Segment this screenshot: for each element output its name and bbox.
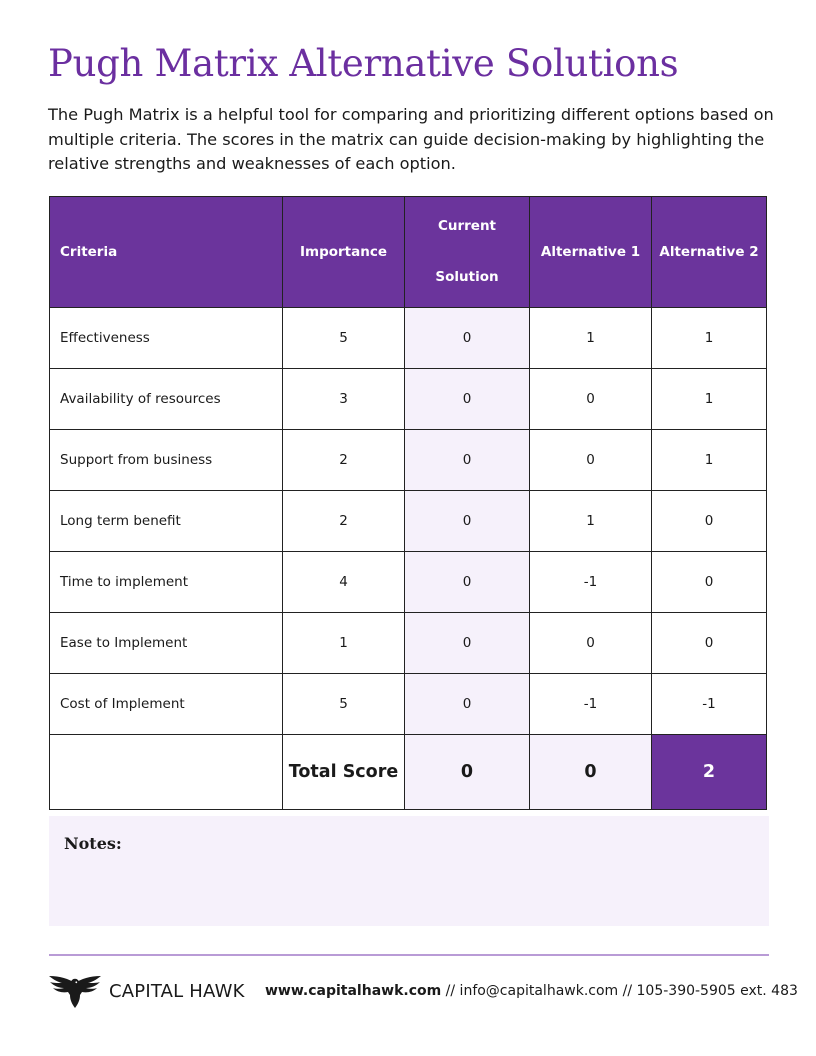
row-criteria: Time to implement <box>50 552 283 613</box>
row-criteria: Support from business <box>50 430 283 491</box>
table-row <box>50 369 767 430</box>
header-criteria: Criteria <box>50 197 283 308</box>
row-current: 0 <box>405 369 530 430</box>
header-current-solution <box>405 197 530 308</box>
header-alternative-1: Alternative 1 <box>530 197 652 308</box>
row-importance: 5 <box>283 674 405 735</box>
row-current: 0 <box>405 491 530 552</box>
row-criteria: Effectiveness <box>50 308 283 369</box>
table-row <box>50 552 767 613</box>
table-row <box>50 430 767 491</box>
row-criteria: Availability of resources <box>50 369 283 430</box>
row-alt1: -1 <box>530 552 652 613</box>
row-current: 0 <box>405 308 530 369</box>
row-alt2: -1 <box>652 674 767 735</box>
website-link[interactable]: www.capitalhawk.com <box>265 983 442 999</box>
row-alt1: 0 <box>530 430 652 491</box>
row-importance: 2 <box>283 430 405 491</box>
header-current-line1: Current <box>437 218 497 234</box>
total-current: 0 <box>405 735 530 810</box>
row-alt1: -1 <box>530 674 652 735</box>
page-title: Pugh Matrix Alternative Solutions <box>48 42 679 85</box>
row-criteria: Cost of Implement <box>50 674 283 735</box>
total-alt2: 2 <box>652 735 767 810</box>
header-alternative-2: Alternative 2 <box>652 197 767 308</box>
table-header-row <box>50 197 767 308</box>
row-importance: 3 <box>283 369 405 430</box>
total-alt1: 0 <box>530 735 652 810</box>
row-alt2: 0 <box>652 491 767 552</box>
notes-box <box>49 816 769 926</box>
row-alt2: 1 <box>652 430 767 491</box>
hawk-icon <box>48 973 102 1009</box>
row-criteria: Long term benefit <box>50 491 283 552</box>
intro-paragraph: The Pugh Matrix is a helpful tool for comparing and prioritizing different options based on multiple criteria. The scores in the matrix can guide decision-making by highlighting the relative strengths and weaknesses of each option. <box>48 105 774 173</box>
footer-divider <box>49 954 769 956</box>
row-importance: 5 <box>283 308 405 369</box>
row-current: 0 <box>405 552 530 613</box>
total-score-row <box>50 735 767 810</box>
total-empty-cell <box>50 735 283 810</box>
contact-details: // info@capitalhawk.com // 105-390-5905 ext. 483 <box>441 983 798 999</box>
header-current-line2: Solution <box>435 269 499 285</box>
table-row <box>50 308 767 369</box>
pugh-matrix-table <box>49 196 767 810</box>
contact-info <box>265 983 798 999</box>
row-criteria: Ease to Implement <box>50 613 283 674</box>
row-importance: 4 <box>283 552 405 613</box>
table-row <box>50 613 767 674</box>
row-importance: 2 <box>283 491 405 552</box>
row-current: 0 <box>405 613 530 674</box>
row-alt1: 1 <box>530 308 652 369</box>
row-alt2: 0 <box>652 613 767 674</box>
row-importance: 1 <box>283 613 405 674</box>
row-current: 0 <box>405 674 530 735</box>
row-current: 0 <box>405 430 530 491</box>
row-alt1: 0 <box>530 613 652 674</box>
capital-hawk-logo <box>48 973 245 1009</box>
row-alt2: 1 <box>652 308 767 369</box>
row-alt1: 1 <box>530 491 652 552</box>
row-alt2: 0 <box>652 552 767 613</box>
row-alt2: 1 <box>652 369 767 430</box>
brand-name: CAPITAL HAWK <box>109 980 245 1002</box>
notes-label: Notes: <box>64 834 122 853</box>
header-importance: Importance <box>283 197 405 308</box>
table-row <box>50 491 767 552</box>
row-alt1: 0 <box>530 369 652 430</box>
table-row <box>50 674 767 735</box>
total-score-label: Total Score <box>283 735 405 810</box>
